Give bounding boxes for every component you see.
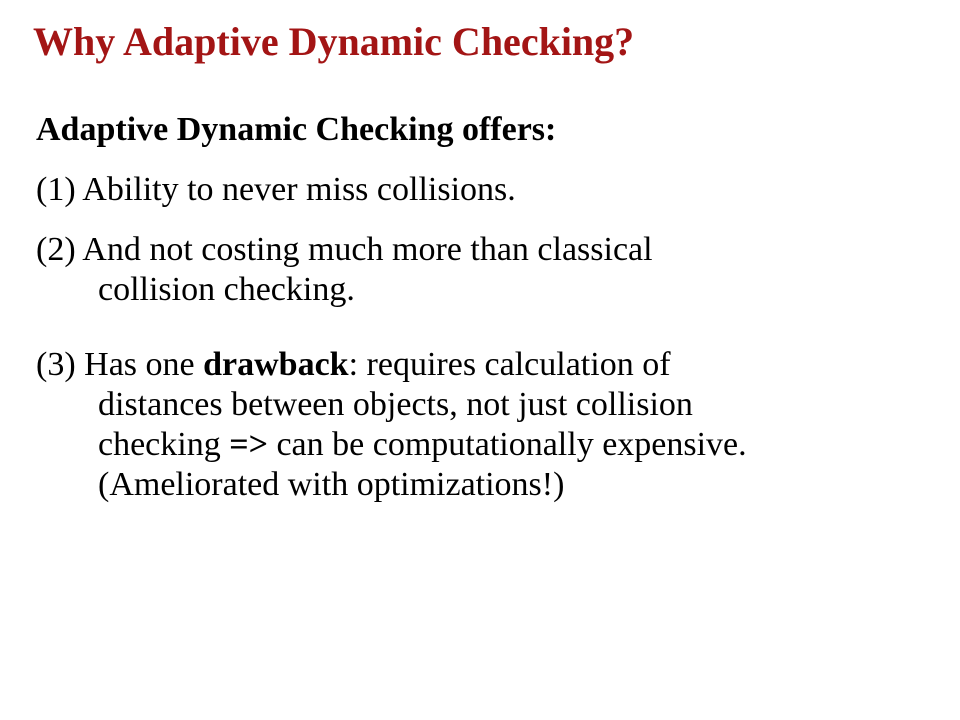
slide-title: Why Adaptive Dynamic Checking? <box>33 19 635 64</box>
list-item-2 <box>36 230 936 310</box>
item-3-line3-pre: checking <box>98 426 230 463</box>
list-item-1 <box>36 170 936 210</box>
item-3-bold-word: drawback <box>203 346 349 383</box>
item-3-line3 <box>36 425 936 465</box>
list-item-3 <box>36 345 936 505</box>
item-3-line4: (Ameliorated with optimizations!) <box>98 466 565 503</box>
item-3-line3-post: can be computationally expensive. <box>267 426 747 463</box>
item-2-line1: (2) And not costing much more than classical <box>36 231 653 268</box>
item-3-line2: distances between objects, not just collision <box>98 386 693 423</box>
item-3-suffix: : requires calculation of <box>348 346 671 383</box>
item-2-line2: collision checking. <box>98 271 355 308</box>
item-3-prefix: (3) Has one <box>36 346 204 383</box>
item-1-text: (1) Ability to never miss collisions. <box>36 171 516 208</box>
implies-arrow: => <box>229 426 268 463</box>
slide-subtitle: Adaptive Dynamic Checking offers: <box>36 111 557 148</box>
